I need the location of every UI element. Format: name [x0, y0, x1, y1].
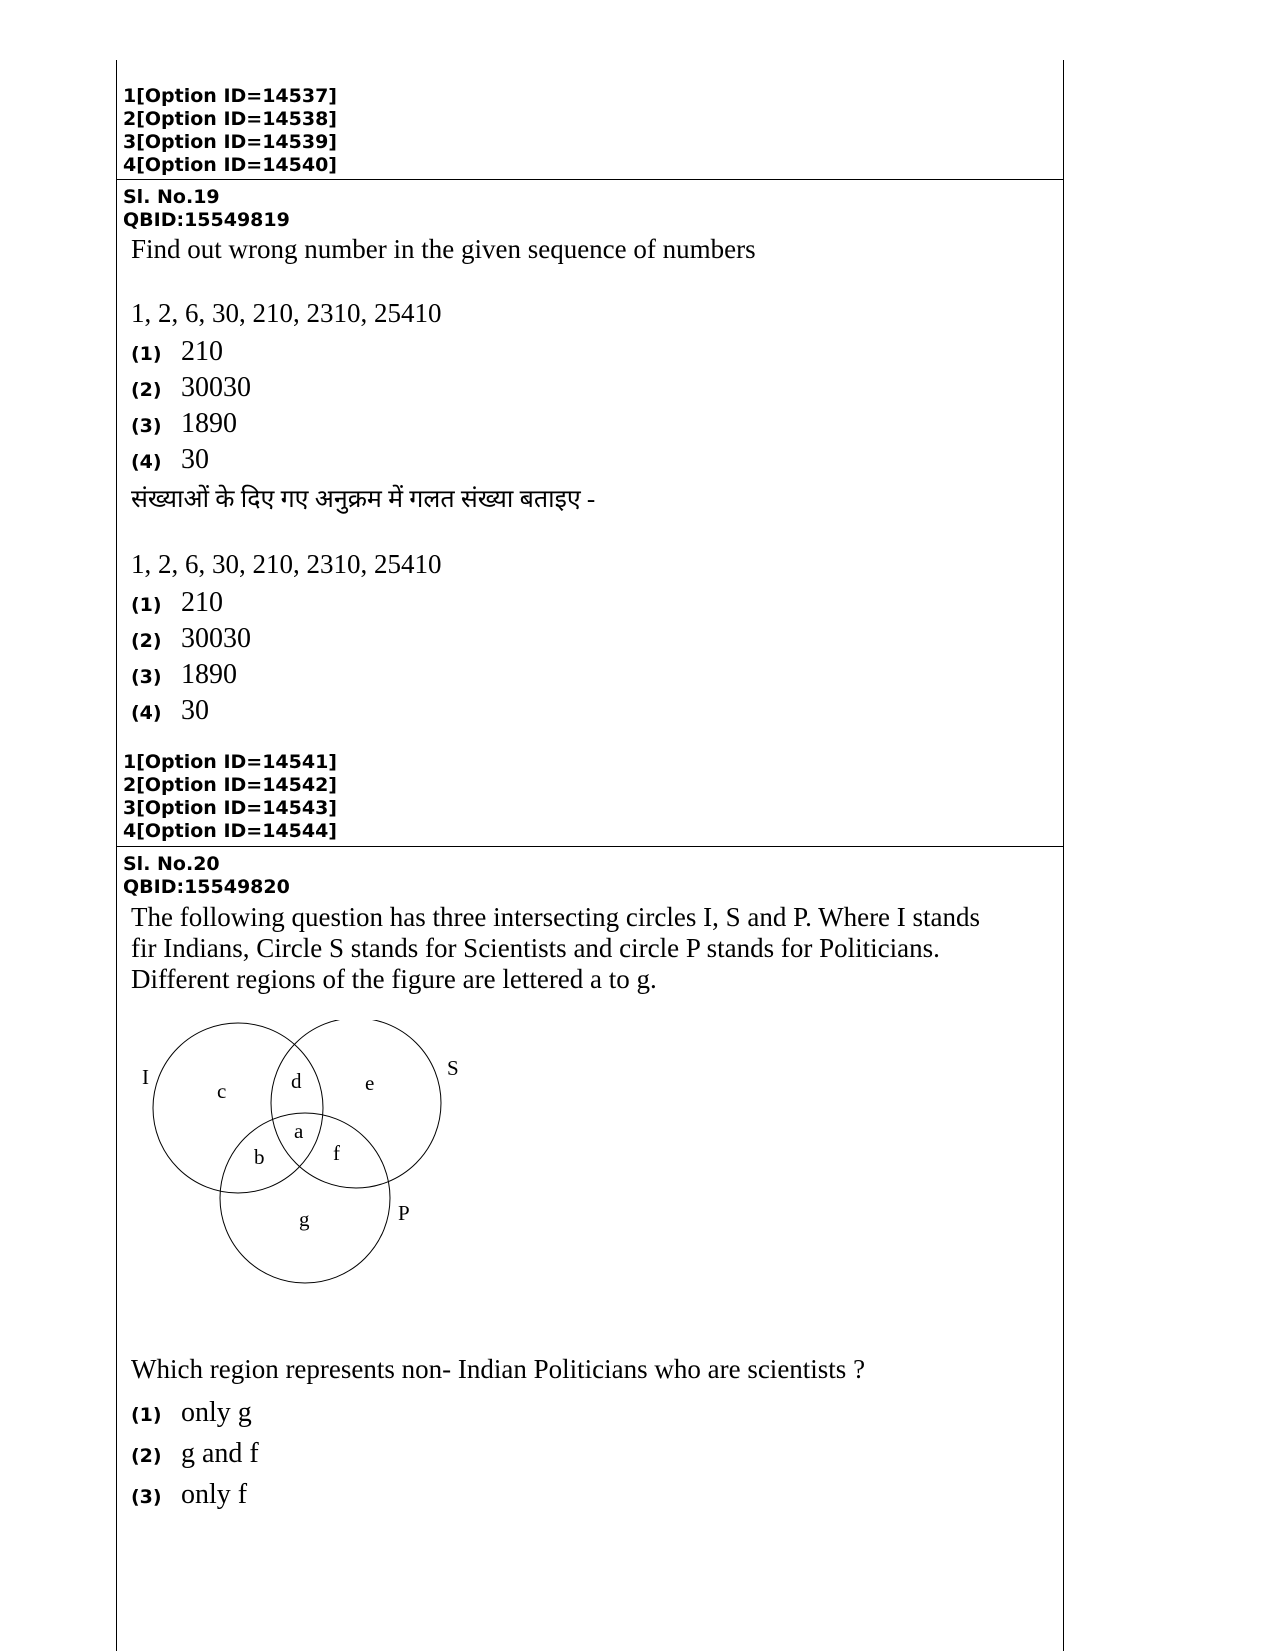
section-divider	[117, 846, 1063, 847]
region-label-c: c	[217, 1079, 227, 1103]
option-value: 1890	[181, 408, 237, 439]
option-id-line: 3[Option ID=14539]	[123, 131, 337, 153]
option-value: 30030	[181, 372, 251, 403]
q19-option-hi-2	[131, 623, 251, 655]
q19-option-en-4	[131, 444, 209, 476]
venn-diagram	[137, 1020, 497, 1320]
serial-number: Sl. No.19	[123, 186, 220, 208]
q19-option-hi-1	[131, 587, 223, 619]
q19-option-hi-4	[131, 695, 209, 727]
region-label-g: g	[299, 1207, 310, 1231]
option-value: 30	[181, 444, 209, 475]
region-label-e: e	[365, 1071, 375, 1095]
circle-label-i: I	[142, 1065, 149, 1089]
option-value: only f	[181, 1479, 248, 1510]
circle-p	[220, 1113, 390, 1283]
option-value: 210	[181, 336, 223, 367]
qbid: QBID:15549819	[123, 209, 290, 231]
option-number: (4)	[131, 451, 162, 473]
option-value: 1890	[181, 659, 237, 690]
option-value: 30030	[181, 623, 251, 654]
q20-question	[131, 902, 1051, 995]
region-label-b: b	[254, 1145, 265, 1169]
option-number: (1)	[131, 1404, 162, 1426]
region-label-f: f	[333, 1141, 340, 1165]
question-line: The following question has three intersecting circles I, S and P. Where I stands	[131, 902, 981, 932]
option-id-line: 1[Option ID=14541]	[123, 751, 337, 773]
option-id-line: 2[Option ID=14538]	[123, 108, 337, 130]
option-value: g and f	[181, 1438, 259, 1469]
q20-option-3	[131, 1479, 247, 1511]
q19-header	[123, 186, 290, 232]
q20-option-2	[131, 1438, 259, 1470]
option-number: (2)	[131, 379, 162, 401]
q19-question-hi: संख्याओं के दिए गए अनुक्रम में गलत संख्या बताइए -	[131, 486, 596, 513]
option-id-line: 1[Option ID=14537]	[123, 85, 337, 107]
option-id-line: 3[Option ID=14543]	[123, 797, 337, 819]
serial-number: Sl. No.20	[123, 853, 220, 875]
option-number: (1)	[131, 343, 162, 365]
q20-header	[123, 853, 290, 899]
q20-option-1	[131, 1397, 252, 1429]
section-divider	[117, 179, 1063, 180]
option-number: (2)	[131, 630, 162, 652]
q19-sequence-en: 1, 2, 6, 30, 210, 2310, 25410	[131, 298, 442, 328]
option-id-line: 4[Option ID=14540]	[123, 154, 337, 176]
option-number: (3)	[131, 666, 162, 688]
q19-option-hi-3	[131, 659, 237, 691]
option-number: (2)	[131, 1445, 162, 1467]
question-line: Different regions of the figure are lettered a to g.	[131, 964, 657, 994]
option-value: only g	[181, 1397, 252, 1428]
region-label-d: d	[291, 1069, 302, 1093]
question-line: fir Indians, Circle S stands for Scientists and circle P stands for Politicians.	[131, 933, 940, 963]
region-label-a: a	[294, 1119, 304, 1143]
question-paper-page	[116, 60, 1064, 1651]
qbid: QBID:15549820	[123, 876, 290, 898]
circle-i	[153, 1023, 323, 1193]
option-number: (4)	[131, 702, 162, 724]
circle-s	[271, 1020, 441, 1188]
top-option-ids	[123, 85, 337, 177]
circle-label-p: P	[398, 1201, 410, 1225]
option-value: 210	[181, 587, 223, 618]
option-number: (1)	[131, 594, 162, 616]
q20-sub-question: Which region represents non- Indian Politicians who are scientists ?	[131, 1354, 866, 1384]
option-value: 30	[181, 695, 209, 726]
q19-question-en: Find out wrong number in the given sequence of numbers	[131, 234, 756, 264]
q19-option-en-3	[131, 408, 237, 440]
option-id-line: 4[Option ID=14544]	[123, 820, 337, 842]
q19-sequence-hi: 1, 2, 6, 30, 210, 2310, 25410	[131, 549, 442, 579]
q19-option-en-2	[131, 372, 251, 404]
circle-label-s: S	[447, 1056, 459, 1080]
q19-option-ids	[123, 751, 337, 843]
q19-option-en-1	[131, 336, 223, 368]
option-number: (3)	[131, 415, 162, 437]
option-id-line: 2[Option ID=14542]	[123, 774, 337, 796]
option-number: (3)	[131, 1486, 162, 1508]
